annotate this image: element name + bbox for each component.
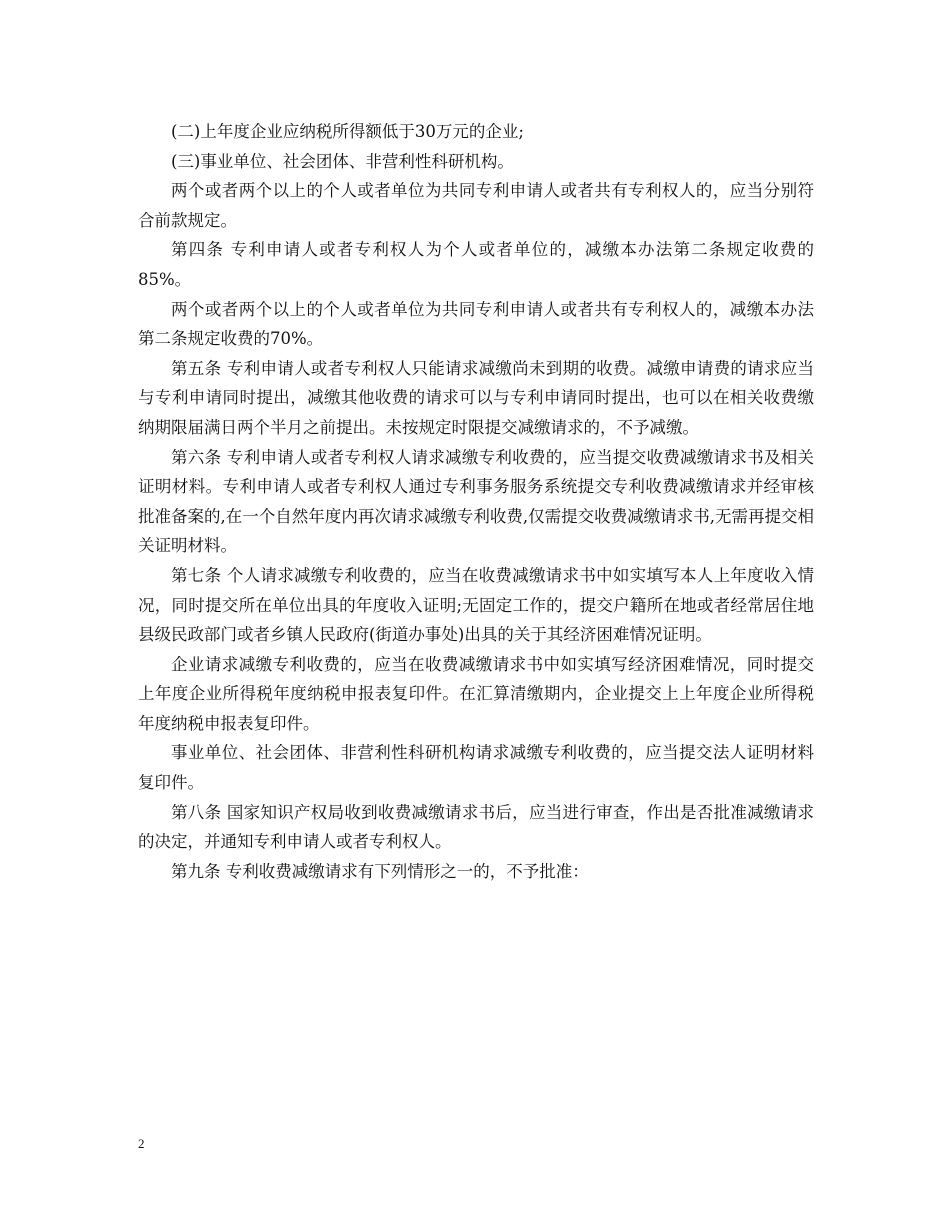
- paragraph-article-8: 第八条 国家知识产权局收到收费减缴请求书后，应当进行审查，作出是否批准减缴请求的决定，并通知专利申请人或者专利权人。: [138, 802, 814, 852]
- paragraph-article-9: 第九条 专利收费减缴请求有下列情形之一的，不予批准：: [171, 861, 589, 881]
- paragraph: (三)事业单位、社会团体、非营利性科研机构。: [171, 151, 514, 171]
- page-number: 2: [138, 1136, 145, 1151]
- paragraph: (二)上年度企业应纳税所得额低于30万元的企业;: [171, 122, 524, 141]
- paragraph: 企业请求减缴专利收费的，应当在收费减缴请求书中如实填写经济困难情况，同时提交上年度企业所得税年度纳税申报表复印件。在汇算清缴期内，企业提交上上年度企业所得税年度纳税申报表复印件。: [138, 654, 814, 733]
- paragraph: 两个或者两个以上的个人或者单位为共同专利申请人或者共有专利权人的，减缴本办法第二条规定收费的70%。: [138, 299, 814, 349]
- paragraph-article-5: 第五条 专利申请人或者专利权人只能请求减缴尚未到期的收费。减缴申请费的请求应当与专利申请同时提出，减缴其他收费的请求可以与专利申请同时提出，也可以在相关收费缴纳期限届满日两个半月之前提出。未按规定时限提交减缴请求的，不予减缴。: [138, 358, 814, 437]
- paragraph-article-7: 第七条 个人请求减缴专利收费的，应当在收费减缴请求书中如实填写本人上年度收入情况，同时提交所在单位出具的年度收入证明;无固定工作的，提交户籍所在地或者经常居住地县级民政部门或者乡镇人民政府(街道办事处)出具的关于其经济困难情况证明。: [138, 565, 814, 645]
- document-body: [138, 117, 814, 886]
- paragraph-article-6: 第六条 专利申请人或者专利权人请求减缴专利收费的，应当提交收费减缴请求书及相关证明材料。专利申请人或者专利权人通过专利事务服务系统提交专利收费减缴请求并经审核批准备案的,在一个自然年度内再次请求减缴专利收费,仅需提交收费减缴请求书,无需再提交相关证明材料。: [138, 447, 814, 556]
- paragraph-article-4: 第四条 专利申请人或者专利权人为个人或者单位的，减缴本办法第二条规定收费的85%。: [138, 240, 814, 289]
- paragraph: 两个或者两个以上的个人或者单位为共同专利申请人或者共有专利权人的，应当分别符合前款规定。: [138, 181, 814, 230]
- paragraph: 事业单位、社会团体、非营利性科研机构请求减缴专利收费的，应当提交法人证明材料复印件。: [138, 743, 814, 793]
